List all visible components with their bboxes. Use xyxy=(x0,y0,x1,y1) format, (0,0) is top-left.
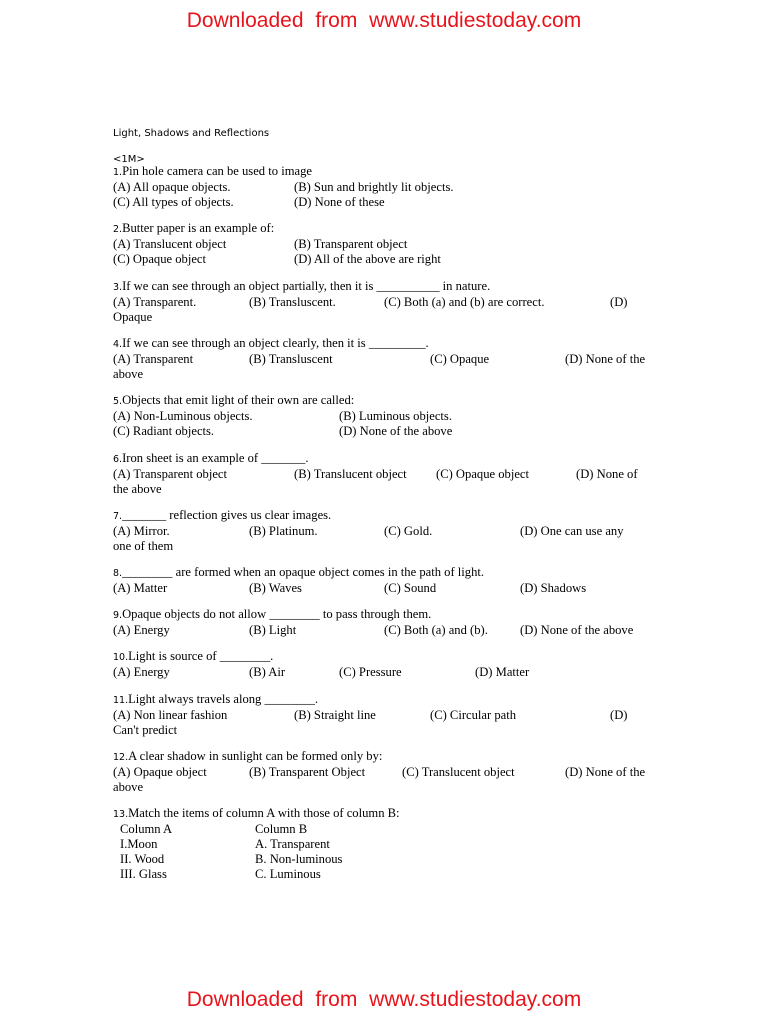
question-text: _______ reflection gives us clear images. xyxy=(122,508,332,522)
column-a-header: Column A xyxy=(120,822,173,836)
question-number: 8. xyxy=(113,568,123,579)
options-row xyxy=(113,524,673,539)
match-table xyxy=(113,822,673,882)
question-2 xyxy=(113,221,673,267)
option-wrap-text: Can't predict xyxy=(113,723,178,737)
option-b: (B) Light xyxy=(249,623,297,637)
option-c: (C) Opaque xyxy=(430,352,490,366)
options-row xyxy=(113,581,673,596)
options-row xyxy=(113,467,673,482)
question-text: Opaque objects do not allow ________ to pass through them. xyxy=(122,607,432,621)
option-c: (C) Radiant objects. xyxy=(113,424,215,438)
option-d: (D) xyxy=(610,295,628,309)
option-c: (C) Both (a) and (b) are correct. xyxy=(384,295,545,309)
question-1 xyxy=(113,164,673,210)
option-d: (D) xyxy=(610,708,628,722)
option-c: (C) Translucent object xyxy=(402,765,515,779)
option-wrap-text: the above xyxy=(113,482,162,496)
marks-label: <1M> xyxy=(113,154,145,165)
option-c: (C) All types of objects. xyxy=(113,195,234,209)
match-row xyxy=(113,852,673,867)
option-a: (A) Energy xyxy=(113,623,170,637)
question-7 xyxy=(113,508,673,554)
option-a: (A) Matter xyxy=(113,581,168,595)
question-8 xyxy=(113,565,673,596)
match-row xyxy=(113,867,673,882)
options-row xyxy=(113,424,673,439)
option-d: (D) All of the above are right xyxy=(294,252,441,266)
option-d: (D) Matter xyxy=(475,665,530,679)
option-a: (A) Transparent xyxy=(113,352,194,366)
option-a: (A) Opaque object xyxy=(113,765,207,779)
option-c: (C) Both (a) and (b). xyxy=(384,623,488,637)
options-row xyxy=(113,237,673,252)
question-text: Objects that emit light of their own are called: xyxy=(122,393,355,407)
option-wrap-text: above xyxy=(113,780,144,794)
option-a: (A) All opaque objects. xyxy=(113,180,231,194)
question-text: Light always travels along ________. xyxy=(128,692,319,706)
question-text: Match the items of column A with those of column B: xyxy=(128,806,400,820)
option-d: (D) None of the xyxy=(565,352,646,366)
chapter-title: Light, Shadows and Reflections xyxy=(113,128,270,139)
option-a: (A) Mirror. xyxy=(113,524,170,538)
question-number: 11. xyxy=(113,695,129,706)
question-text: If we can see through an object partially, then it is __________ in nature. xyxy=(122,279,491,293)
question-4 xyxy=(113,336,673,382)
option-c: (C) Gold. xyxy=(384,524,433,538)
option-c: (C) Circular path xyxy=(430,708,517,722)
question-number: 1. xyxy=(113,167,123,178)
question-number: 4. xyxy=(113,339,123,350)
question-10 xyxy=(113,649,673,680)
column-a-item: I.Moon xyxy=(120,837,158,851)
question-number: 10. xyxy=(113,652,129,663)
column-a-item: III. Glass xyxy=(120,867,167,881)
option-d: (D) None of the above xyxy=(339,424,453,438)
options-row xyxy=(113,623,673,638)
question-text: If we can see through an object clearly, then it is _________. xyxy=(122,336,429,350)
column-a-item: II. Wood xyxy=(120,852,165,866)
option-b: (B) Air xyxy=(249,665,286,679)
column-b-item: C. Luminous xyxy=(255,867,321,881)
option-a: (A) Non-Luminous objects. xyxy=(113,409,253,423)
question-number: 2. xyxy=(113,224,123,235)
column-b-item: B. Non-luminous xyxy=(255,852,343,866)
option-b: (B) Waves xyxy=(249,581,302,595)
option-b: (B) Transparent object xyxy=(294,237,408,251)
option-c: (C) Opaque object xyxy=(113,252,207,266)
question-text: ________ are formed when an opaque object comes in the path of light. xyxy=(122,565,485,579)
options-row xyxy=(113,708,673,723)
question-number: 13. xyxy=(113,809,129,820)
options-row xyxy=(113,195,673,210)
option-b: (B) Sun and brightly lit objects. xyxy=(294,180,454,194)
options-row xyxy=(113,352,673,367)
match-header-row xyxy=(113,822,673,837)
question-11 xyxy=(113,692,673,738)
option-a: (A) Transparent. xyxy=(113,295,197,309)
options-row xyxy=(113,765,673,780)
question-9 xyxy=(113,607,673,638)
question-text: Butter paper is an example of: xyxy=(122,221,275,235)
options-row xyxy=(113,409,673,424)
option-d: (D) None of the above xyxy=(520,623,634,637)
question-text: A clear shadow in sunlight can be formed only by: xyxy=(128,749,383,763)
option-d: (D) None of these xyxy=(294,195,385,209)
question-12 xyxy=(113,749,673,795)
option-wrap-text: one of them xyxy=(113,539,174,553)
watermark-banner-bottom[interactable]: Downloaded from www.studiestoday.com xyxy=(186,988,582,1011)
question-6 xyxy=(113,451,673,497)
options-row xyxy=(113,180,673,195)
option-c: (C) Sound xyxy=(384,581,437,595)
question-5 xyxy=(113,393,673,439)
column-b-item: A. Transparent xyxy=(255,837,330,851)
question-number: 3. xyxy=(113,282,123,293)
option-wrap-text: above xyxy=(113,367,144,381)
watermark-banner-top[interactable]: Downloaded from www.studiestoday.com xyxy=(186,9,582,32)
options-row xyxy=(113,295,673,310)
options-row xyxy=(113,252,673,267)
options-row xyxy=(113,665,673,680)
option-b: (B) Straight line xyxy=(294,708,376,722)
option-b: (B) Transluscent xyxy=(249,352,333,366)
question-text: Light is source of ________. xyxy=(128,649,274,663)
option-a: (A) Transparent object xyxy=(113,467,228,481)
option-wrap-text: Opaque xyxy=(113,310,153,324)
option-d: (D) None of xyxy=(576,467,638,481)
match-row xyxy=(113,837,673,852)
option-b: (B) Transparent Object xyxy=(249,765,366,779)
option-b: (B) Transluscent. xyxy=(249,295,336,309)
option-b: (B) Luminous objects. xyxy=(339,409,452,423)
column-b-header: Column B xyxy=(255,822,308,836)
option-a: (A) Energy xyxy=(113,665,170,679)
option-a: (A) Non linear fashion xyxy=(113,708,228,722)
question-number: 7. xyxy=(113,511,123,522)
option-d: (D) One can use any xyxy=(520,524,624,538)
question-number: 5. xyxy=(113,396,123,407)
question-3 xyxy=(113,279,673,325)
question-text: Pin hole camera can be used to image xyxy=(122,164,312,178)
option-b: (B) Platinum. xyxy=(249,524,318,538)
option-c: (C) Pressure xyxy=(339,665,402,679)
question-number: 12. xyxy=(113,752,129,763)
question-number: 9. xyxy=(113,610,123,621)
option-d: (D) Shadows xyxy=(520,581,587,595)
option-d: (D) None of the xyxy=(565,765,646,779)
option-c: (C) Opaque object xyxy=(436,467,530,481)
question-text: Iron sheet is an example of _______. xyxy=(122,451,309,465)
option-b: (B) Translucent object xyxy=(294,467,407,481)
question-number: 6. xyxy=(113,454,123,465)
question-13 xyxy=(113,806,673,882)
option-a: (A) Translucent object xyxy=(113,237,227,251)
